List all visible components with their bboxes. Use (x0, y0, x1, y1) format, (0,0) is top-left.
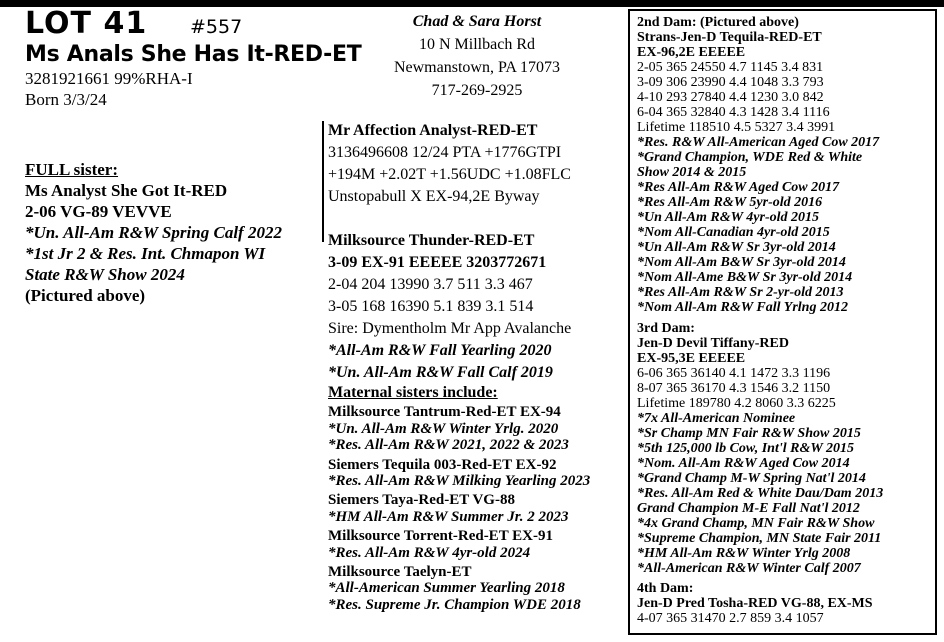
fourth-dam-record: 4-07 365 31470 2.7 859 3.4 1057 (637, 611, 824, 626)
dam-award: *All-Am R&W Fall Yearling 2020 (328, 342, 552, 359)
full-sister-award: *Un. All-Am R&W Spring Calf 2022 (25, 223, 282, 242)
second-dam-award: *Res All-Am R&W Aged Cow 2017 (637, 180, 840, 195)
third-dam-award: *Nom. All-Am R&W Aged Cow 2014 (637, 456, 850, 471)
third-dam-award: *Grand Champ M-W Spring Nat'l 2014 (637, 471, 866, 486)
maternal-sister-name: Siemers Taya-Red-ET VG-88 (328, 492, 515, 509)
sire-line: Unstopabull X EX-94,2E Byway (328, 188, 540, 205)
second-dam-record: 2-05 365 24550 4.7 1145 3.4 831 (637, 60, 824, 75)
maternal-sister-award: *Res. All-Am R&W 4yr-old 2024 (328, 544, 531, 561)
second-dam-award: *Un All-Am R&W Sr 3yr-old 2014 (637, 240, 836, 255)
third-dam-name: Jen-D Devil Tiffany-RED (637, 336, 789, 351)
maternal-sister-award: *Res. All-Am R&W Milking Yearling 2023 (328, 473, 591, 490)
dam-name: Milksource Thunder-RED-ET (328, 232, 535, 249)
second-dam-award: *Res. R&W All-American Aged Cow 2017 (637, 135, 880, 150)
third-dam-award: *HM All-Am R&W Winter Yrlg 2008 (637, 546, 851, 561)
maternal-sister-award: *Res. All-Am R&W 2021, 2022 & 2023 (328, 437, 569, 454)
registration-number: 3281921661 99%RHA-I (25, 69, 193, 88)
maternal-sister-name: Milksource Taelyn-ET (328, 564, 472, 581)
second-dam-record: 6-04 365 32840 4.3 1428 3.4 1116 (637, 105, 830, 120)
sire-name: Mr Affection Analyst-RED-ET (328, 122, 538, 139)
second-dam-award: *Nom All-Ame B&W Sr 3yr-old 2014 (637, 270, 853, 285)
second-dam-award: *Res All-Am R&W 5yr-old 2016 (637, 195, 823, 210)
second-dam-award: Show 2014 & 2015 (637, 165, 747, 180)
third-dam-section (637, 321, 935, 576)
owner-block (362, 10, 592, 102)
second-dam-award: *Nom All-Canadian 4yr-old 2015 (637, 225, 830, 240)
third-dam-award: *All-American R&W Winter Calf 2007 (637, 561, 861, 576)
sire-divider (322, 121, 324, 242)
maternal-sister-award: *All-American Summer Yearling 2018 (328, 580, 565, 597)
maternal-sister-award: *HM All-Am R&W Summer Jr. 2 2023 (328, 508, 569, 525)
owner-phone: 717-269-2925 (431, 82, 523, 99)
dam-record: 3-05 168 16390 5.1 839 3.1 514 (328, 298, 534, 315)
second-dam-lifetime: Lifetime 118510 4.5 5327 3.4 3991 (637, 120, 836, 135)
maternal-sisters-section (328, 385, 590, 613)
full-sister-award: *1st Jr 2 & Res. Int. Chmapon WI (25, 244, 266, 263)
second-dam-award: *Grand Champion, WDE Red & White (637, 150, 863, 165)
maternal-sister-award: *Res. Supreme Jr. Champion WDE 2018 (328, 596, 581, 613)
maternal-sister-name: Siemers Tequila 003-Red-ET EX-92 (328, 456, 557, 473)
full-sister-section (25, 159, 282, 306)
lot-label: LOT 41 (25, 6, 148, 41)
maternal-sister-name: Milksource Tantrum-Red-ET EX-94 (328, 404, 561, 421)
second-dam-award: *Res All-Am R&W Sr 2-yr-old 2013 (637, 285, 844, 300)
third-dam-award: *Supreme Champion, MN State Fair 2011 (637, 531, 882, 546)
full-sister-award: State R&W Show 2024 (25, 265, 185, 284)
birth-date: Born 3/3/24 (25, 90, 107, 109)
full-sister-note: (Pictured above) (25, 286, 146, 305)
second-dam-name: Strans-Jen-D Tequila-RED-ET (637, 30, 822, 45)
lot-details (25, 68, 193, 110)
second-dam-section (637, 15, 935, 315)
third-dam-award: *Res. All-Am Red & White Dau/Dam 2013 (637, 486, 884, 501)
dam-section (328, 230, 571, 384)
third-dam-award: *4x Grand Champ, MN Fair R&W Show (637, 516, 875, 531)
maternal-sister-name: Milksource Torrent-Red-ET EX-91 (328, 528, 554, 545)
third-dam-award: Grand Champion M-E Fall Nat'l 2012 (637, 501, 860, 516)
second-dam-award: *Nom All-Am R&W Fall Yrlng 2012 (637, 300, 848, 315)
maternal-sisters-heading: Maternal sisters include: (328, 384, 498, 401)
owner-name: Chad & Sara Horst (412, 13, 542, 30)
third-dam-award: *7x All-American Nominee (637, 411, 796, 426)
dam-sire: Sire: Dymentholm Mr App Avalanche (328, 320, 572, 337)
third-dam-award: *Sr Champ MN Fair R&W Show 2015 (637, 426, 861, 441)
owner-city: Newmanstown, PA 17073 (393, 59, 561, 76)
lot-animal-name: Ms Anals She Has It-RED-ET (25, 42, 362, 67)
fourth-dam-section (637, 581, 935, 626)
second-dam-heading: 2nd Dam: (Pictured above) (637, 15, 799, 30)
third-dam-award: *5th 125,000 lb Cow, Int'l R&W 2015 (637, 441, 855, 456)
owner-address: 10 N Millbach Rd (419, 36, 535, 53)
third-dam-record: 6-06 365 36140 4.1 1472 3.3 1196 (637, 366, 831, 381)
second-dam-record: 4-10 293 27840 4.4 1230 3.0 842 (637, 90, 824, 105)
fourth-dam-heading: 4th Dam: (637, 581, 694, 596)
dam-score: 3-09 EX-91 EEEEE 3203772671 (328, 254, 547, 271)
full-sister-score: 2-06 VG-89 VEVVE (25, 202, 172, 221)
dam-award: *Un. All-Am R&W Fall Calf 2019 (328, 364, 553, 381)
sire-line: 3136496608 12/24 PTA +1776GTPI (328, 144, 562, 161)
maternal-sister-award: *Un. All-Am R&W Winter Yrlg. 2020 (328, 420, 559, 437)
second-dam-award: *Un All-Am R&W 4yr-old 2015 (637, 210, 820, 225)
fourth-dam-name: Jen-D Pred Tosha-RED VG-88, EX-MS (637, 596, 873, 611)
full-sister-heading: FULL sister: (25, 160, 119, 179)
second-dam-score: EX-96,2E EEEEE (637, 45, 746, 60)
full-sister-name: Ms Analyst She Got It-RED (25, 181, 228, 200)
third-dam-record: 8-07 365 36170 4.3 1546 3.2 1150 (637, 381, 831, 396)
second-dam-record: 3-09 306 23990 4.4 1048 3.3 793 (637, 75, 824, 90)
dam-record: 2-04 204 13990 3.7 511 3.3 467 (328, 276, 533, 293)
third-dam-lifetime: Lifetime 189780 4.2 8060 3.3 6225 (637, 396, 836, 411)
lot-number: #557 (190, 16, 243, 38)
third-dam-heading: 3rd Dam: (637, 321, 695, 336)
third-dam-score: EX-95,3E EEEEE (637, 351, 746, 366)
second-dam-award: *Nom All-Am B&W Sr 3yr-old 2014 (637, 255, 846, 270)
dam-score-line (328, 252, 571, 274)
sire-section (328, 120, 571, 208)
sire-line: +194M +2.02T +1.56UDC +1.08FLC (328, 166, 571, 183)
